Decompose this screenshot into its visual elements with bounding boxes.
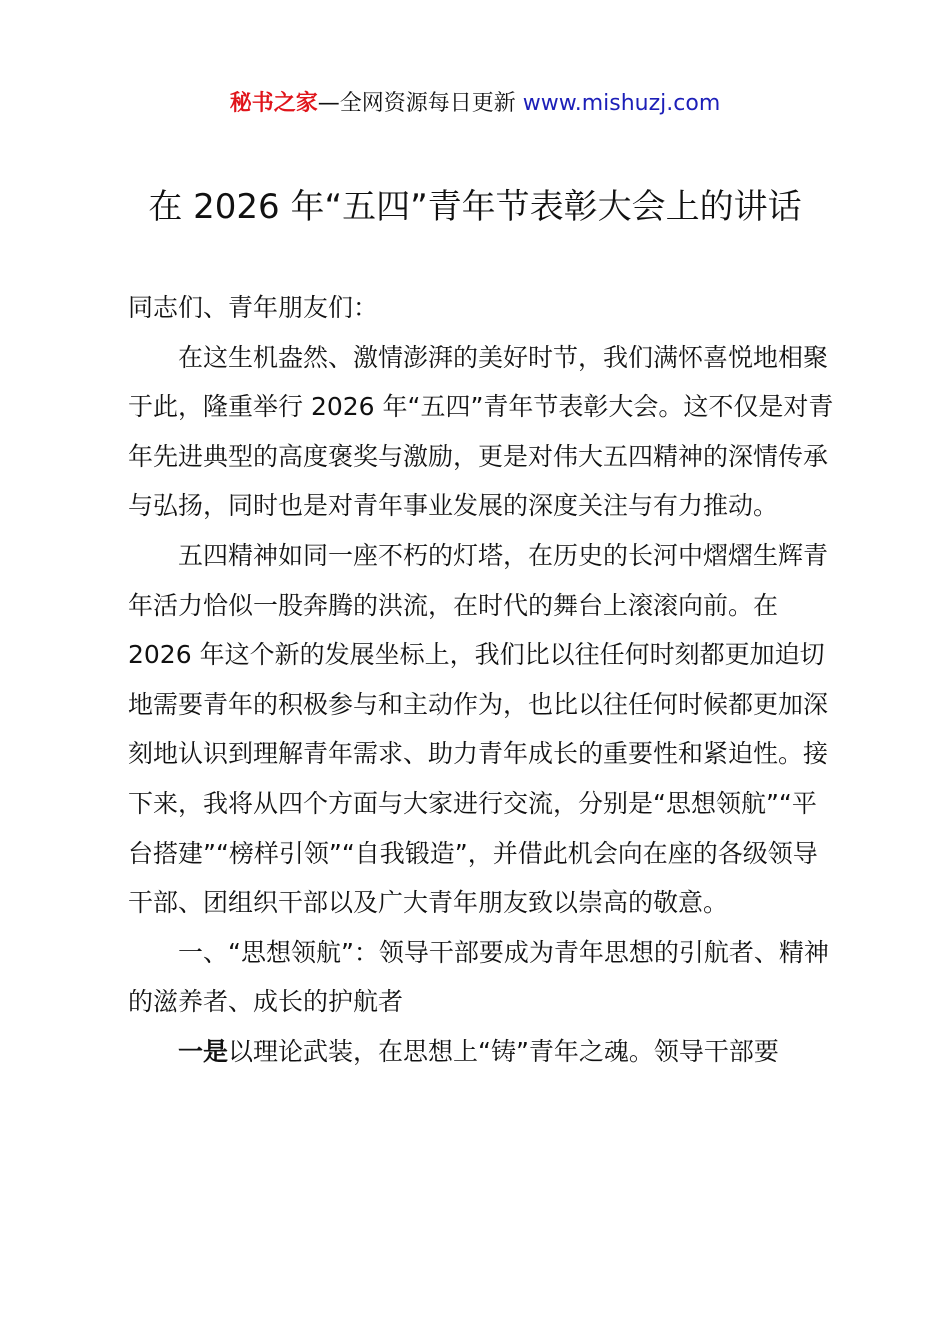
paragraph-lead: 一是 [178, 1036, 229, 1066]
section-heading: 一、“思想领航”：领导干部要成为青年思想的引航者、精神的滋养者、成长的护航者 [128, 937, 829, 1017]
paragraph: 在这生机盎然、激情澎湃的美好时节，我们满怀喜悦地相聚于此，隆重举行 2026 年“五四”青年节表彰大会。这不仅是对青年先进典型的高度褒奖与激励，更是对伟大五四精神的深情传承与弘扬，同时也是对青年事业发展的深度关注与有力推动。 [128, 342, 834, 521]
site-tagline: —全网资源每日更新 [317, 91, 523, 116]
site-url-link[interactable]: www.mishuzj.com [522, 91, 721, 116]
paragraph [128, 1027, 834, 1077]
paragraph: 五四精神如同一座不朽的灯塔，在历史的长河中熠熠生辉青年活力恰似一股奔腾的洪流，在时代的舞台上滚滚向前。在 2026 年这个新的发展坐标上，我们比以往任何时刻都更加迫切地需要青年的积极参与和主动作为，也比以往任何时候都更加深刻地认识到理解青年需求、助力青年成长的重要性和紧迫性。接下来，我将从四个方面与大家进行交流，分别是“思想领航”“平台搭建”“榜样引领”“自我锻造”，并借此机会向在座的各级领导干部、团组织干部以及广大青年朋友致以崇高的敬意。 [128, 540, 829, 918]
site-name: 秘书之家 [229, 91, 318, 116]
paragraph-text: 以理论武装，在思想上“铸”青年之魂。领导干部要 [228, 1036, 779, 1066]
document-title: 在 2026 年“五四”青年节表彰大会上的讲话 [148, 187, 802, 227]
document-body [128, 283, 834, 1077]
greeting: 同志们、青年朋友们： [128, 293, 379, 322]
site-header [0, 88, 950, 120]
